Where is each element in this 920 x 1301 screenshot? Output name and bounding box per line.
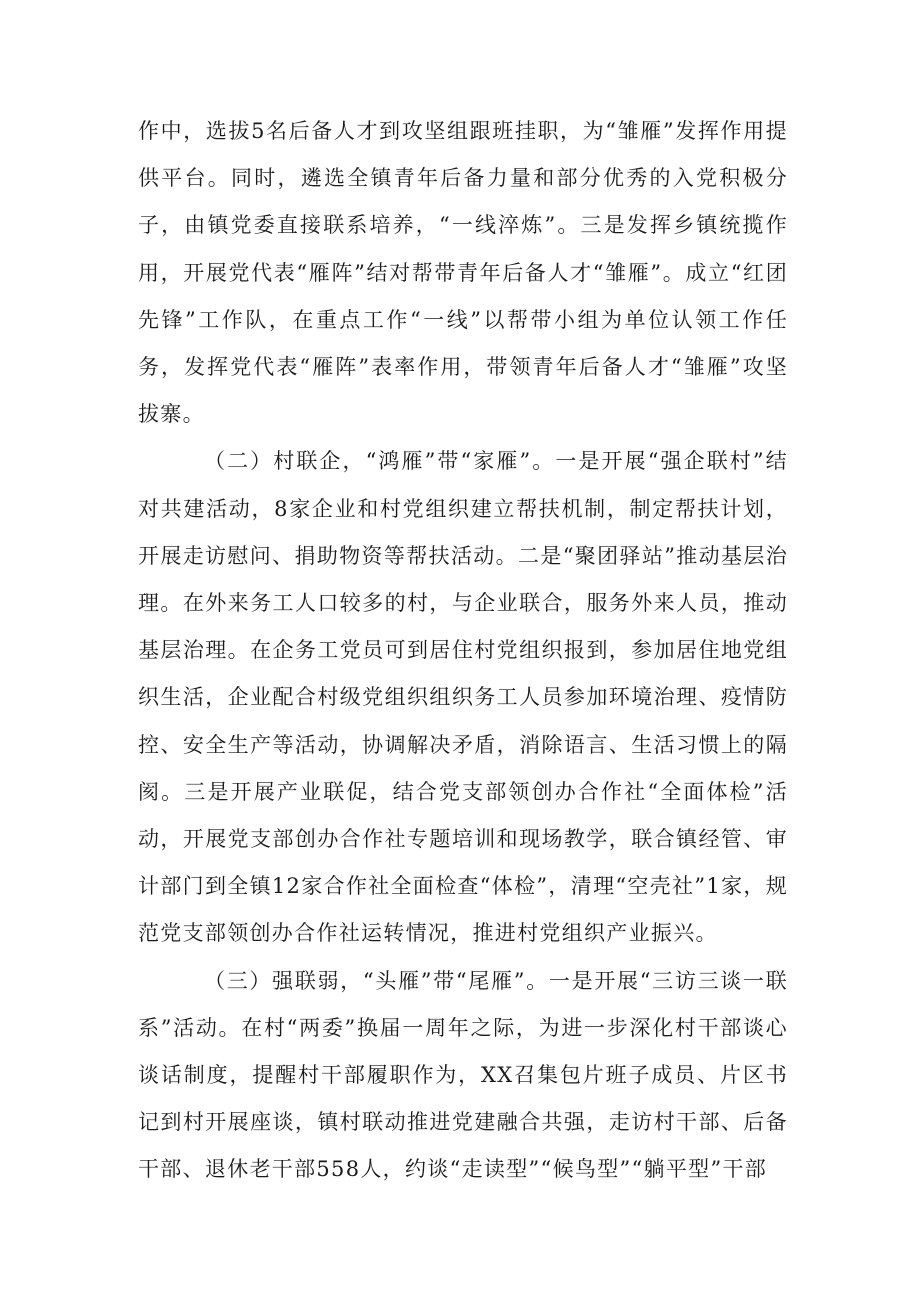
paragraph-section-2: （二）村联企，“鸿雁”带“家雁”。一是开展“强企联村”结对共建活动，8家企业和村党组织建立帮扶机制，制定帮扶计划，开展走访慰问、捐助物资等帮扶活动。二是“聚团驿站”推动基层治理。在外来务工人口较多的村，与企业联合，服务外来人员，推动基层治理。在企务工党员可到居住村党组织报到，参加居住地党组织生活，企业配合村级党组织组织务工人员参加环境治理、疫情防控、安全生产等活动，协调解决矛盾，消除语言、生活习惯上的隔阂。三是开展产业联促，结合党支部领创办合作社“全面体检”活动，开展党支部创办合作社专题培训和现场教学，联合镇经管、审计部门到全镇12家合作社全面检查“体检”，清理“空壳社”1家，规范党支部领创办合作社运转情况，推进村党组织产业振兴。: [138, 449, 788, 946]
document-body: [138, 108, 788, 1194]
paragraph-continuation: 作中，选拔5名后备人才到攻坚组跟班挂职，为“雏雁”发挥作用提供平台。同时，遴选全镇青年后备力量和部分优秀的入党积极分子，由镇党委直接联系培养，“一线淬炼”。三是发挥乡镇统揽作用，开展党代表“雁阵”结对帮带青年后备人才“雏雁”。成立“红团先锋”工作队，在重点工作“一线”以帮带小组为单位认领工作任务，发挥党代表“雁阵”表率作用，带领青年后备人才“雏雁”攻坚拔寨。: [138, 119, 788, 427]
paragraph-section-3: （三）强联弱，“头雁”带“尾雁”。一是开展“三访三谈一联系”活动。在村“两委”换届一周年之际，为进一步深化村干部谈心谈话制度，提醒村干部履职作为，XX召集包片班子成员、片区书记到村开展座谈，镇村联动推进党建融合共强，走访村干部、后备干部、退休老干部558人，约谈“走读型”“候鸟型”“躺平型”干部: [138, 968, 788, 1182]
